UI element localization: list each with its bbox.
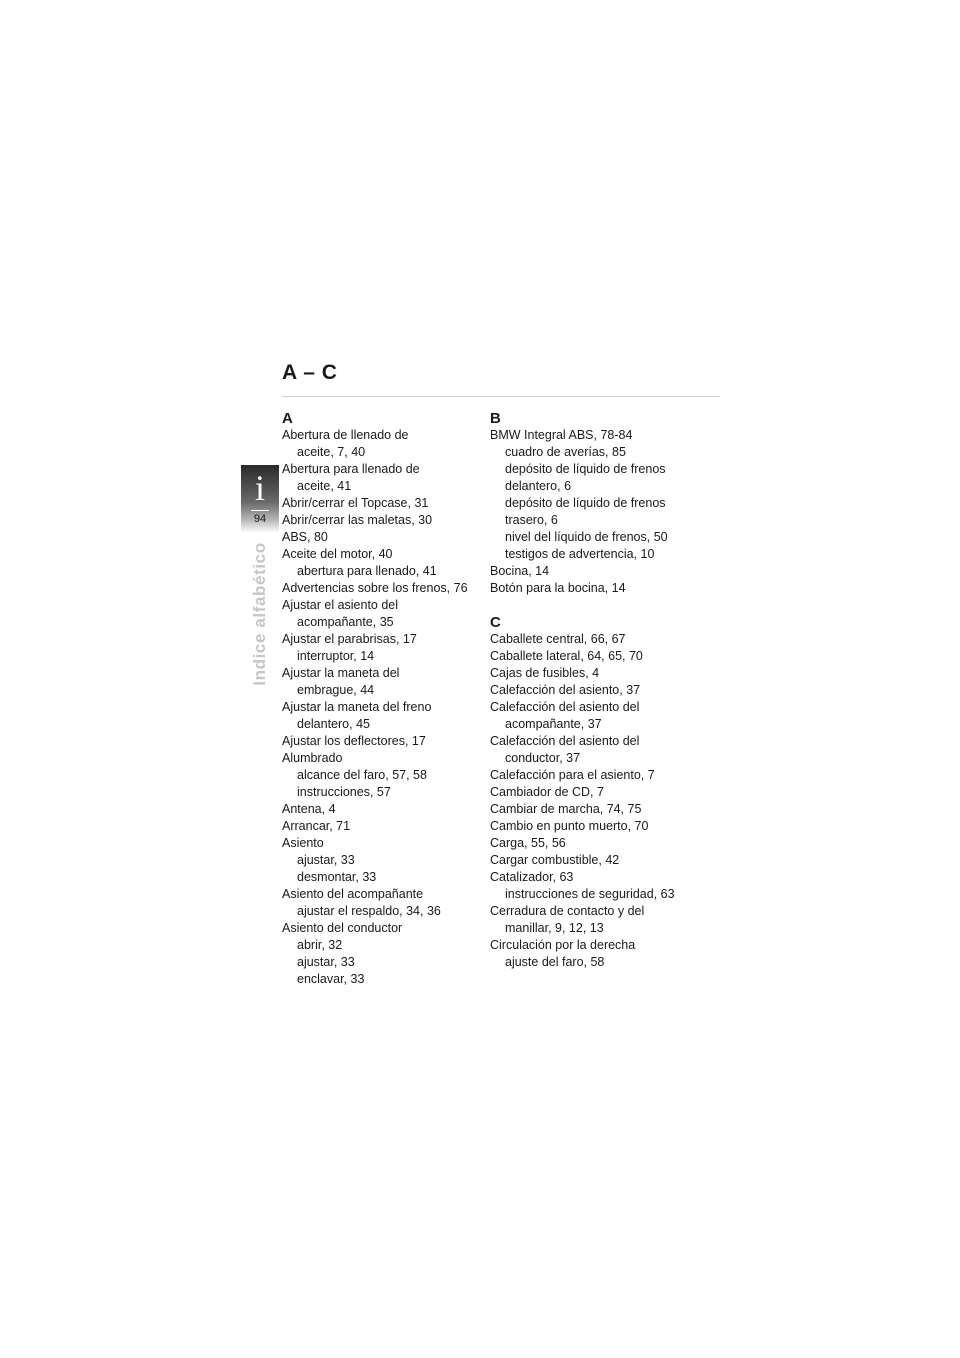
- index-section-c: [490, 614, 700, 971]
- index-entry: Ajustar la maneta del freno: [282, 700, 432, 714]
- index-subentry: ajuste del faro, 58: [505, 955, 605, 969]
- index-entry: Abertura de llenado de: [282, 428, 409, 442]
- page-number: 94: [253, 513, 267, 525]
- index-subentry: desmontar, 33: [297, 870, 377, 884]
- index-entry: Calefacción del asiento, 37: [490, 683, 641, 697]
- index-subentry: abertura para llenado, 41: [297, 564, 437, 578]
- index-subentry: acompañante, 37: [505, 717, 602, 731]
- index-entry: ABS, 80: [282, 530, 328, 544]
- index-subentry: aceite, 41: [297, 479, 352, 493]
- index-entry: Ajustar los deflectores, 17: [282, 734, 426, 748]
- index-entry: Circulación por la derecha: [490, 938, 636, 952]
- section-letter: B: [490, 410, 501, 427]
- index-column-left: [282, 410, 492, 988]
- index-subentry: alcance del faro, 57, 58: [297, 768, 427, 782]
- index-subentry: delantero, 6: [505, 479, 572, 493]
- index-entry: Cambio en punto muerto, 70: [490, 819, 649, 833]
- index-section-b: [490, 410, 700, 597]
- index-entry: Abrir/cerrar el Topcase, 31: [282, 496, 429, 510]
- index-entry: Calefacción para el asiento, 7: [490, 768, 655, 782]
- index-entry: Abertura para llenado de: [282, 462, 420, 476]
- index-entry: Aceite del motor, 40: [282, 547, 393, 561]
- index-entry: Ajustar la maneta del: [282, 666, 400, 680]
- index-subentry: embrague, 44: [297, 683, 375, 697]
- index-subentry: ajustar, 33: [297, 955, 355, 969]
- index-entry: Alumbrado: [282, 751, 343, 765]
- tab-divider: [251, 510, 269, 511]
- index-subentry: nivel del líquido de frenos, 50: [505, 530, 668, 544]
- index-subentry: manillar, 9, 12, 13: [505, 921, 604, 935]
- index-entry: Arrancar, 71: [282, 819, 351, 833]
- index-subentry: cuadro de averías, 85: [505, 445, 626, 459]
- index-column-right: [490, 410, 700, 971]
- index-subentry: depósito de líquido de frenos: [505, 496, 666, 510]
- index-entry: Ajustar el asiento del: [282, 598, 399, 612]
- index-subentry: trasero, 6: [505, 513, 558, 527]
- section-letter: C: [490, 614, 501, 631]
- index-entry: Cajas de fusibles, 4: [490, 666, 600, 680]
- index-entry: Cambiador de CD, 7: [490, 785, 604, 799]
- index-subentry: conductor, 37: [505, 751, 581, 765]
- index-entry: Botón para la bocina, 14: [490, 581, 626, 595]
- index-subentry: testigos de advertencia, 10: [505, 547, 655, 561]
- index-entry: Cambiar de marcha, 74, 75: [490, 802, 642, 816]
- page-title: A – C: [282, 361, 338, 384]
- index-entry: Asiento del conductor: [282, 921, 403, 935]
- index-subentry: ajustar el respaldo, 34, 36: [297, 904, 441, 918]
- index-entry: Caballete lateral, 64, 65, 70: [490, 649, 643, 663]
- index-subentry: acompañante, 35: [297, 615, 394, 629]
- index-entry: Abrir/cerrar las maletas, 30: [282, 513, 433, 527]
- index-entry: Cargar combustible, 42: [490, 853, 620, 867]
- index-subentry: aceite, 7, 40: [297, 445, 366, 459]
- index-entry: Ajustar el parabrisas, 17: [282, 632, 417, 646]
- index-entry: Calefacción del asiento del: [490, 700, 640, 714]
- index-subentry: abrir, 32: [297, 938, 343, 952]
- index-entry: Cerradura de contacto y del: [490, 904, 645, 918]
- index-subentry: interruptor, 14: [297, 649, 375, 663]
- index-entry: Advertencias sobre los frenos, 76: [282, 581, 468, 595]
- title-divider: [282, 396, 720, 397]
- index-entry: Asiento: [282, 836, 324, 850]
- index-entry: Antena, 4: [282, 802, 336, 816]
- index-entry: Bocina, 14: [490, 564, 550, 578]
- index-entry: Calefacción del asiento del: [490, 734, 640, 748]
- section-label: Indice alfabético: [250, 542, 269, 686]
- info-icon: i: [254, 468, 265, 508]
- index-entry: Asiento del acompañante: [282, 887, 424, 901]
- index-entry: Catalizador, 63: [490, 870, 574, 884]
- index-subentry: depósito de líquido de frenos: [505, 462, 666, 476]
- index-subentry: delantero, 45: [297, 717, 370, 731]
- index-subentry: instrucciones, 57: [297, 785, 391, 799]
- index-entry: Carga, 55, 56: [490, 836, 566, 850]
- index-entry: Caballete central, 66, 67: [490, 632, 626, 646]
- section-letter: A: [282, 410, 293, 427]
- index-entry: BMW Integral ABS, 78-84: [490, 428, 633, 442]
- index-subentry: enclavar, 33: [297, 972, 365, 986]
- index-section-a: [282, 410, 492, 988]
- index-subentry: instrucciones de seguridad, 63: [505, 887, 675, 901]
- section-tab: [241, 465, 279, 533]
- index-subentry: ajustar, 33: [297, 853, 355, 867]
